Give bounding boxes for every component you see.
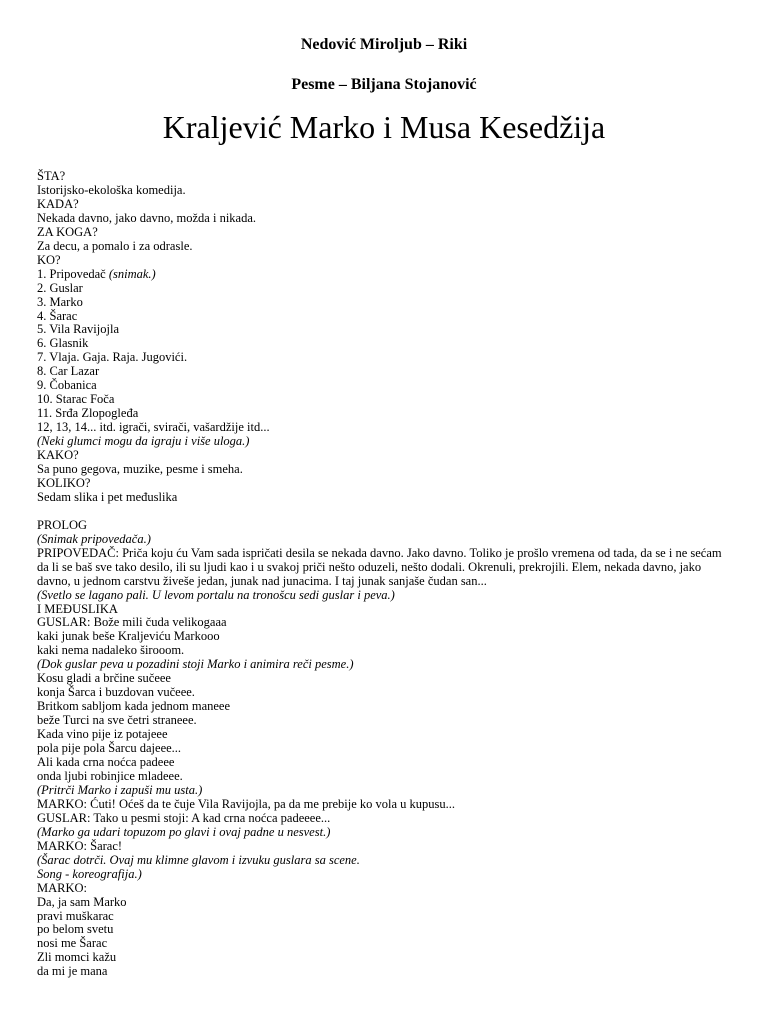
cast-item-note: (snimak.) — [108, 266, 156, 281]
verse-line: onda ljubi robinjice mladeee. — [37, 768, 183, 783]
text-line: KAKO? — [37, 448, 79, 463]
cast-item: 8. Car Lazar — [37, 364, 100, 379]
cast-item: 6. Glasnik — [37, 336, 89, 351]
verse-line: Kosu gladi a brčine sučeee — [37, 671, 171, 686]
text-line: KO? — [37, 252, 61, 267]
stage-direction: Song - koreografija.) — [37, 866, 142, 881]
cast-item: 5. Vila Ravijojla — [37, 322, 119, 337]
author-line: Nedović Miroljub – Riki — [300, 36, 468, 53]
stage-direction: (Pritrči Marko i zapuši mu usta.) — [37, 782, 203, 797]
stage-direction: (Dok guslar peva u pozadini stoji Marko i animira reči pesme.) — [37, 657, 354, 672]
cast-item: 3. Marko — [37, 294, 83, 309]
cast-item: 9. Čobanica — [37, 378, 97, 393]
stage-direction: (Marko ga udari topuzom po glavi i ovaj padne u nesvest.) — [37, 824, 331, 839]
text-line: Sa puno gegova, muzike, pesme i smeha. — [37, 462, 243, 477]
text-line: KADA? — [37, 196, 79, 211]
stage-direction: (Šarac dotrči. Ovaj mu klimne glavom i izvuku guslara sa scene. — [37, 852, 360, 867]
verse-line: Ali kada crna noćca padeee — [37, 755, 175, 770]
cast-item: 12, 13, 14... itd. igrači, svirači, vašardžije itd... — [37, 420, 270, 435]
verse-line: Zli momci kažu — [37, 950, 117, 965]
verse-line: Britkom sabljom kada jednom maneee — [37, 699, 231, 714]
verse-line: Kada vino pije iz potajeee — [37, 727, 168, 742]
cast-item: 2. Guslar — [37, 280, 83, 295]
verse-line: pola pije pola Šarcu dajeee... — [37, 741, 182, 756]
verse-line: nosi me Šarac — [37, 936, 108, 951]
dialogue-line: MARKO: Ćuti! Oćeš da te čuje Vila Ravijojla, pa da me prebije ko vola u kupusu... — [37, 796, 456, 811]
page-title: Kraljević Marko i Musa Kesedžija — [162, 109, 606, 145]
dialogue-line: MARKO: Šarac! — [37, 838, 123, 853]
text-line: Za decu, a pomalo i za odrasle. — [37, 238, 193, 253]
narrator-paragraph: PRIPOVEDAČ: Priča koju ću Vam sada ispričati desila se nekada davno. Jako davno. Toliko je prošlo vremena od tada, da se i ne sećam da li se baš sve tako desilo, ili su ljudi kao i u svakoj priči nešto oduzeli, nešto dodali. Okrenuli, prekrojili. Elem, nekada davno, jako davno, u jednom carstvu živeše jedan, junak nad junacima. I taj junak sanjaše čudan san... — [37, 545, 722, 588]
dialogue-line: GUSLAR: Tako u pesmi stoji: A kad crna noćca padeeee... — [37, 810, 331, 825]
cast-item-label: 1. Pripovedač — [37, 266, 109, 281]
stage-direction: (Svetlo se lagano pali. U levom portalu na tronošcu sedi guslar i peva.) — [37, 587, 395, 602]
text-line: ŠTA? — [37, 169, 66, 183]
verse-line: konja Šarca i buzdovan vučeee. — [37, 685, 195, 700]
dialogue-line: GUSLAR: Bože mili čuda velikogaaa — [37, 615, 227, 630]
section-heading: PROLOG — [37, 517, 88, 532]
text-line: Istorijsko-ekološka komedija. — [37, 182, 186, 197]
dialogue-line: MARKO: — [37, 880, 88, 895]
songs-credit: Pesme – Biljana Stojanović — [291, 76, 477, 93]
cast-item — [37, 268, 723, 282]
text-line: Sedam slika i pet međuslika — [37, 489, 178, 504]
verse-line: da mi je mana — [37, 964, 108, 979]
stage-direction: (Snimak pripovedača.) — [37, 531, 151, 546]
verse-line: pravi muškarac — [37, 908, 114, 923]
cast-item: 11. Srđa Zlopogleđa — [37, 406, 139, 421]
document-body — [37, 170, 723, 979]
verse-line: beže Turci na sve četri straneee. — [37, 713, 197, 728]
cast-item: 10. Starac Foča — [37, 392, 115, 407]
text-line: Nekada davno, jako davno, možda i nikada. — [37, 210, 257, 225]
text-line: ZA KOGA? — [37, 224, 98, 239]
verse-line: Da, ja sam Marko — [37, 894, 127, 909]
verse-line: po belom svetu — [37, 922, 114, 937]
verse-line: kaki nema nadaleko širooom. — [37, 643, 185, 658]
stage-direction: (Neki glumci mogu da igraju i više uloga.) — [37, 434, 250, 449]
verse-line: kaki junak beše Kraljeviću Markooo — [37, 629, 220, 644]
text-line: KOLIKO? — [37, 475, 91, 490]
spacer — [37, 505, 723, 519]
cast-item: 7. Vlaja. Gaja. Raja. Jugovići. — [37, 350, 188, 365]
cast-item: 4. Šarac — [37, 308, 78, 323]
section-heading: I MEĐUSLIKA — [37, 601, 118, 616]
